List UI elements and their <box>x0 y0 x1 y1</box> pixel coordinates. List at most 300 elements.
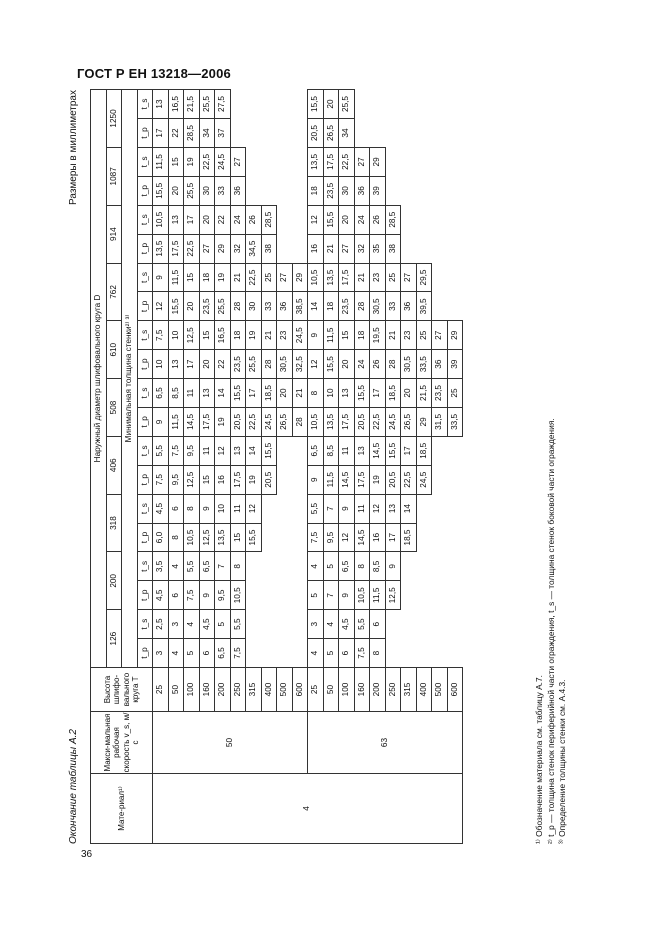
value-cell: 39,5 <box>416 292 432 321</box>
value-cell: 27 <box>339 234 355 263</box>
value-cell: 15,5 <box>168 292 184 321</box>
value-cell: 13 <box>385 494 401 523</box>
value-cell <box>261 147 277 176</box>
height-cell: 250 <box>385 668 401 712</box>
value-cell: 32,5 <box>292 350 308 379</box>
value-cell: 13 <box>230 436 246 465</box>
tp-header: t_p <box>137 523 153 552</box>
value-cell: 11 <box>354 494 370 523</box>
value-cell: 12 <box>308 350 324 379</box>
value-cell: 33 <box>385 292 401 321</box>
value-cell <box>385 147 401 176</box>
value-cell: 8 <box>370 639 386 668</box>
value-cell <box>447 205 463 234</box>
value-cell <box>261 89 277 118</box>
value-cell: 5,5 <box>354 610 370 639</box>
height-cell: 600 <box>292 668 308 712</box>
value-cell: 20,5 <box>385 465 401 494</box>
value-cell: 22,5 <box>401 465 417 494</box>
value-cell <box>416 639 432 668</box>
value-cell: 5,5 <box>153 436 169 465</box>
value-cell <box>246 552 262 581</box>
col-height-header: Высота шлифо-вального круга T <box>91 668 153 712</box>
value-cell: 23 <box>401 321 417 350</box>
value-cell: 10,5 <box>308 263 324 292</box>
value-cell: 24,5 <box>261 407 277 436</box>
value-cell: 19 <box>215 263 231 292</box>
value-cell: 13 <box>354 436 370 465</box>
value-cell <box>447 494 463 523</box>
min-thickness-header: Минимальная толщина стенки²⁾ ³⁾ <box>122 89 138 667</box>
value-cell: 15 <box>339 321 355 350</box>
value-cell <box>277 147 293 176</box>
value-cell: 7,5 <box>153 321 169 350</box>
value-cell: 29 <box>416 407 432 436</box>
ts-header: t_s <box>137 147 153 176</box>
value-cell: 17 <box>370 379 386 408</box>
value-cell <box>354 119 370 148</box>
height-cell: 50 <box>323 668 339 712</box>
diameter-header: 508 <box>106 379 122 437</box>
value-cell <box>292 176 308 205</box>
value-cell: 5,5 <box>184 552 200 581</box>
height-cell: 400 <box>261 668 277 712</box>
value-cell: 19 <box>370 465 386 494</box>
value-cell: 20 <box>277 379 293 408</box>
value-cell <box>385 119 401 148</box>
value-cell <box>292 639 308 668</box>
value-cell <box>292 147 308 176</box>
value-cell: 5 <box>308 581 324 610</box>
value-cell <box>401 147 417 176</box>
value-cell: 17 <box>246 379 262 408</box>
value-cell: 4 <box>323 610 339 639</box>
value-cell <box>401 552 417 581</box>
value-cell <box>385 639 401 668</box>
rotated-table-area <box>66 90 620 844</box>
value-cell: 17 <box>385 523 401 552</box>
value-cell: 13 <box>339 379 355 408</box>
value-cell <box>277 552 293 581</box>
value-cell: 15,5 <box>385 436 401 465</box>
value-cell: 13 <box>153 89 169 118</box>
value-cell: 39 <box>370 176 386 205</box>
value-cell <box>401 89 417 118</box>
value-cell <box>432 494 448 523</box>
value-cell: 10,5 <box>354 581 370 610</box>
value-cell: 18,5 <box>401 523 417 552</box>
value-cell <box>277 119 293 148</box>
value-cell: 4 <box>184 610 200 639</box>
ts-header: t_s <box>137 436 153 465</box>
value-cell <box>416 234 432 263</box>
value-cell <box>385 176 401 205</box>
value-cell <box>292 234 308 263</box>
value-cell: 13 <box>199 379 215 408</box>
value-cell <box>432 465 448 494</box>
height-cell: 500 <box>277 668 293 712</box>
value-cell: 16 <box>215 465 231 494</box>
value-cell: 19 <box>215 407 231 436</box>
value-cell: 10,5 <box>184 523 200 552</box>
value-cell: 22,5 <box>370 407 386 436</box>
value-cell: 13,5 <box>323 407 339 436</box>
value-cell: 8,5 <box>323 436 339 465</box>
value-cell: 17,5 <box>199 407 215 436</box>
value-cell <box>401 581 417 610</box>
value-cell: 18 <box>230 321 246 350</box>
value-cell: 24,5 <box>292 321 308 350</box>
height-cell: 100 <box>184 668 200 712</box>
value-cell: 15 <box>230 523 246 552</box>
value-cell <box>432 552 448 581</box>
footnote-3: ³⁾ Определение толщины стенки см. А.4.3. <box>557 679 567 844</box>
height-cell: 100 <box>339 668 355 712</box>
value-cell <box>277 436 293 465</box>
value-cell: 12,5 <box>385 581 401 610</box>
value-cell: 25,5 <box>339 89 355 118</box>
value-cell: 38 <box>385 234 401 263</box>
value-cell: 20 <box>323 89 339 118</box>
value-cell: 27 <box>277 263 293 292</box>
value-cell: 5,5 <box>230 610 246 639</box>
value-cell <box>292 552 308 581</box>
ts-header: t_s <box>137 610 153 639</box>
value-cell: 22,5 <box>184 234 200 263</box>
value-cell: 10,5 <box>308 407 324 436</box>
value-cell: 6,5 <box>308 436 324 465</box>
value-cell <box>401 234 417 263</box>
value-cell: 12 <box>370 494 386 523</box>
value-cell <box>277 205 293 234</box>
value-cell: 3 <box>308 610 324 639</box>
value-cell <box>432 292 448 321</box>
value-cell: 24,5 <box>215 147 231 176</box>
value-cell <box>292 436 308 465</box>
footnotes <box>534 418 569 844</box>
diameter-header: 914 <box>106 205 122 263</box>
value-cell <box>401 176 417 205</box>
value-cell: 13,5 <box>215 523 231 552</box>
height-cell: 400 <box>416 668 432 712</box>
value-cell <box>277 610 293 639</box>
value-cell <box>416 610 432 639</box>
value-cell: 2,5 <box>153 610 169 639</box>
value-cell: 32 <box>354 234 370 263</box>
value-cell <box>370 119 386 148</box>
tp-header: t_p <box>137 350 153 379</box>
value-cell: 27 <box>401 263 417 292</box>
value-cell: 14,5 <box>354 523 370 552</box>
value-cell: 11 <box>199 436 215 465</box>
value-cell: 15,5 <box>323 350 339 379</box>
value-cell: 9,5 <box>323 523 339 552</box>
value-cell: 18 <box>308 176 324 205</box>
value-cell: 19 <box>246 465 262 494</box>
value-cell: 20 <box>184 292 200 321</box>
value-cell: 19 <box>184 147 200 176</box>
value-cell <box>370 89 386 118</box>
value-cell: 11,5 <box>370 581 386 610</box>
value-cell: 33 <box>261 292 277 321</box>
ts-header: t_s <box>137 494 153 523</box>
value-cell: 16,5 <box>215 321 231 350</box>
value-cell: 9 <box>308 465 324 494</box>
value-cell: 9 <box>199 581 215 610</box>
height-cell: 50 <box>168 668 184 712</box>
value-cell <box>447 610 463 639</box>
value-cell: 7,5 <box>230 639 246 668</box>
value-cell: 7,5 <box>354 639 370 668</box>
value-cell: 23 <box>277 321 293 350</box>
value-cell: 25 <box>385 263 401 292</box>
height-cell: 160 <box>354 668 370 712</box>
value-cell: 29 <box>370 147 386 176</box>
material-cell: 4 <box>153 774 463 844</box>
value-cell: 9 <box>385 552 401 581</box>
height-cell: 200 <box>370 668 386 712</box>
value-cell <box>447 581 463 610</box>
value-cell: 27,5 <box>215 89 231 118</box>
value-cell: 33,5 <box>416 350 432 379</box>
value-cell <box>447 436 463 465</box>
value-cell: 16,5 <box>168 89 184 118</box>
value-cell: 11,5 <box>323 321 339 350</box>
value-cell <box>447 89 463 118</box>
value-cell: 19 <box>246 321 262 350</box>
value-cell: 10,5 <box>153 205 169 234</box>
value-cell: 15 <box>168 147 184 176</box>
value-cell: 10 <box>168 321 184 350</box>
value-cell: 30,5 <box>401 350 417 379</box>
col-material-header: Мате-риал¹⁾ <box>91 774 153 844</box>
value-cell: 4 <box>168 552 184 581</box>
value-cell: 13 <box>168 350 184 379</box>
value-cell <box>292 610 308 639</box>
speed-cell: 50 <box>153 712 308 774</box>
diameter-header: 1250 <box>106 89 122 147</box>
value-cell: 15,5 <box>230 379 246 408</box>
value-cell <box>416 523 432 552</box>
height-cell: 25 <box>153 668 169 712</box>
value-cell: 30 <box>199 176 215 205</box>
value-cell: 26 <box>370 205 386 234</box>
value-cell: 5 <box>215 610 231 639</box>
value-cell: 17 <box>401 436 417 465</box>
value-cell: 30 <box>339 176 355 205</box>
value-cell <box>432 205 448 234</box>
value-cell <box>261 523 277 552</box>
speed-cell: 63 <box>308 712 463 774</box>
value-cell: 28,5 <box>184 119 200 148</box>
value-cell: 13,5 <box>308 147 324 176</box>
value-cell: 22,5 <box>339 147 355 176</box>
value-cell: 21 <box>385 321 401 350</box>
value-cell: 8 <box>168 523 184 552</box>
value-cell: 11,5 <box>168 407 184 436</box>
outer-diameter-header: Наружный диаметр шлифовального круга D <box>91 89 107 667</box>
value-cell: 31,5 <box>432 407 448 436</box>
value-cell: 9 <box>153 263 169 292</box>
value-cell: 27 <box>230 147 246 176</box>
col-speed-header: Макси-мальная рабочая скорость v_s, м/с <box>91 712 153 774</box>
value-cell: 14 <box>215 379 231 408</box>
value-cell: 38 <box>261 234 277 263</box>
value-cell: 14 <box>401 494 417 523</box>
value-cell: 20 <box>199 350 215 379</box>
value-cell: 21 <box>230 263 246 292</box>
value-cell: 6 <box>168 494 184 523</box>
value-cell: 4,5 <box>153 494 169 523</box>
value-cell <box>447 176 463 205</box>
value-cell: 12 <box>215 436 231 465</box>
value-cell: 20,5 <box>261 465 277 494</box>
value-cell <box>401 639 417 668</box>
value-cell <box>246 610 262 639</box>
value-cell <box>277 581 293 610</box>
value-cell: 9 <box>199 494 215 523</box>
value-cell: 7,5 <box>153 465 169 494</box>
value-cell <box>292 89 308 118</box>
value-cell: 17 <box>153 119 169 148</box>
value-cell <box>246 581 262 610</box>
footnote-1: ¹⁾ Обозначение материала см. таблицу А.7. <box>534 675 544 844</box>
value-cell: 10,5 <box>230 581 246 610</box>
value-cell: 4,5 <box>339 610 355 639</box>
value-cell <box>385 610 401 639</box>
value-cell <box>292 494 308 523</box>
value-cell: 14 <box>308 292 324 321</box>
height-cell: 25 <box>308 668 324 712</box>
value-cell: 28 <box>385 350 401 379</box>
value-cell <box>447 147 463 176</box>
value-cell: 13 <box>168 205 184 234</box>
value-cell: 18 <box>199 263 215 292</box>
value-cell: 7 <box>323 494 339 523</box>
value-cell: 25,5 <box>215 292 231 321</box>
ts-header: t_s <box>137 379 153 408</box>
tp-header: t_p <box>137 407 153 436</box>
value-cell: 29 <box>215 234 231 263</box>
value-cell <box>432 581 448 610</box>
ts-header: t_s <box>137 263 153 292</box>
value-cell <box>432 436 448 465</box>
diameter-header: 406 <box>106 436 122 494</box>
value-cell: 28,5 <box>261 205 277 234</box>
value-cell <box>261 610 277 639</box>
value-cell: 28 <box>230 292 246 321</box>
value-cell: 6,5 <box>199 552 215 581</box>
value-cell: 21 <box>261 321 277 350</box>
value-cell <box>261 176 277 205</box>
value-cell: 22 <box>215 205 231 234</box>
value-cell: 3,5 <box>153 552 169 581</box>
ts-header: t_s <box>137 205 153 234</box>
value-cell: 20 <box>339 205 355 234</box>
value-cell <box>277 234 293 263</box>
value-cell <box>447 119 463 148</box>
value-cell: 26,5 <box>401 407 417 436</box>
value-cell: 25,5 <box>246 350 262 379</box>
value-cell: 6,5 <box>339 552 355 581</box>
value-cell: 34 <box>339 119 355 148</box>
value-cell: 25,5 <box>199 89 215 118</box>
value-cell: 17,5 <box>354 465 370 494</box>
value-cell: 34,5 <box>246 234 262 263</box>
value-cell: 23,5 <box>230 350 246 379</box>
value-cell: 20,5 <box>308 119 324 148</box>
value-cell: 14 <box>246 436 262 465</box>
value-cell <box>447 292 463 321</box>
value-cell <box>261 581 277 610</box>
value-cell <box>416 494 432 523</box>
value-cell: 24 <box>354 350 370 379</box>
value-cell: 30,5 <box>370 292 386 321</box>
value-cell <box>261 494 277 523</box>
value-cell: 28 <box>354 292 370 321</box>
diameter-header: 318 <box>106 494 122 552</box>
value-cell: 17,5 <box>339 407 355 436</box>
value-cell: 36 <box>354 176 370 205</box>
value-cell: 33,5 <box>447 407 463 436</box>
table-row <box>153 89 169 843</box>
height-cell: 315 <box>401 668 417 712</box>
value-cell <box>432 610 448 639</box>
tp-header: t_p <box>137 176 153 205</box>
value-cell: 8,5 <box>370 552 386 581</box>
height-cell: 250 <box>230 668 246 712</box>
diameter-header: 610 <box>106 321 122 379</box>
value-cell: 18 <box>354 321 370 350</box>
value-cell: 19,5 <box>370 321 386 350</box>
value-cell: 14,5 <box>370 436 386 465</box>
value-cell: 4,5 <box>153 581 169 610</box>
value-cell: 21,5 <box>184 89 200 118</box>
value-cell: 34 <box>199 119 215 148</box>
value-cell: 36 <box>432 350 448 379</box>
value-cell: 5,5 <box>308 494 324 523</box>
value-cell: 25 <box>447 379 463 408</box>
value-cell <box>432 234 448 263</box>
height-cell: 600 <box>447 668 463 712</box>
value-cell <box>277 176 293 205</box>
value-cell <box>261 552 277 581</box>
value-cell: 9 <box>153 407 169 436</box>
value-cell <box>401 610 417 639</box>
value-cell <box>354 89 370 118</box>
value-cell: 6 <box>370 610 386 639</box>
value-cell: 16 <box>308 234 324 263</box>
value-cell: 20 <box>401 379 417 408</box>
value-cell: 25 <box>416 321 432 350</box>
value-cell <box>416 581 432 610</box>
value-cell: 36 <box>401 292 417 321</box>
height-cell: 200 <box>215 668 231 712</box>
value-cell: 3 <box>153 639 169 668</box>
table-row <box>308 89 324 843</box>
value-cell: 35 <box>370 234 386 263</box>
height-cell: 500 <box>432 668 448 712</box>
value-cell: 9 <box>308 321 324 350</box>
value-cell: 8 <box>354 552 370 581</box>
value-cell: 15,5 <box>323 205 339 234</box>
value-cell: 20,5 <box>230 407 246 436</box>
value-cell: 17,5 <box>323 147 339 176</box>
value-cell <box>447 639 463 668</box>
value-cell <box>230 119 246 148</box>
value-cell <box>432 119 448 148</box>
value-cell: 18,5 <box>416 436 432 465</box>
